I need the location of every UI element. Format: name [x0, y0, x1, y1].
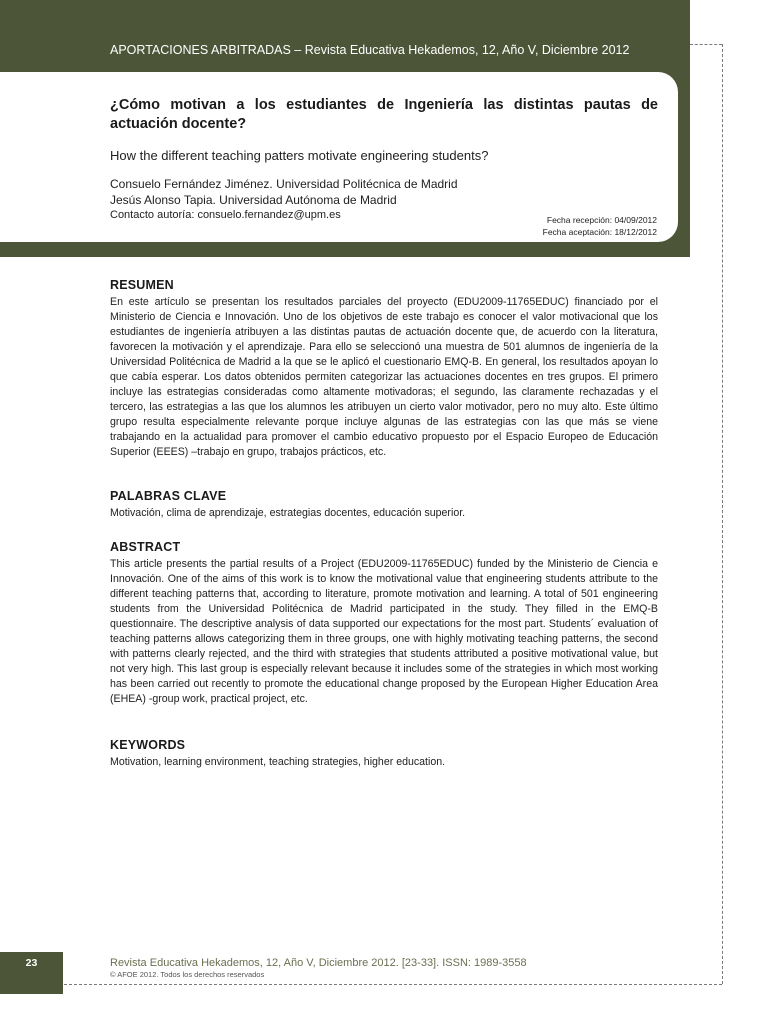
- page-number: 23: [25, 957, 38, 969]
- abstract-text: This article presents the partial results of a Project (EDU2009-11765EDUC) funded by the Ministerio de Ciencia e Innovación. One of the aims of this work is to know the motivational value that engineering students attribute to the different teaching patterns that, according to literature, promote motivation and learning. A total of 501 engineering students from the Universidad Politécnica de Madrid participated in the study. They filled in the EMQ-B questionnaire. The descriptive analysis of data supported our expectations for the most part. Students´ evaluation of teaching patterns allows categorizing them in three groups, one with highly motivating teaching patterns, the second with patterns clearly rejected, and the third with strategies that students attributed a positive motivational value, but not very high. This last group is especially relevant because it includes some of the strategies in which most working has been carried out recently to promote the educational change proposed by the European Higher Education Area (EHEA) -group work, practical project, etc.: [110, 558, 658, 705]
- footer-copyright: © AFOE 2012. Todos los derechos reservados: [110, 970, 265, 979]
- contact-email: Contacto autoría: consuelo.fernandez@upm.es: [110, 209, 341, 221]
- keywords-text: Motivation, learning environment, teaching strategies, higher education.: [110, 756, 446, 768]
- palabras-clave-text: Motivación, clima de aprendizaje, estrategias docentes, educación superior.: [110, 507, 466, 519]
- author-1: Consuelo Fernández Jiménez. Universidad Politécnica de Madrid: [110, 177, 458, 191]
- resumen-text: En este artículo se presentan los resultados parciales del proyecto (EDU2009-11765EDUC) financiado por el Ministerio de Ciencia e Innovación. Uno de los objetivos de este trabajo es conocer el valor motivacional que los estudiantes de ingeniería atribuyen a las distintas pautas de actuación docente que, de acuerdo con la literatura, favorecen la motivación y el aprendizaje. Para ello se seleccionó una muestra de 501 alumnos de ingeniería de la Universidad Politécnica de Madrid a la que se le aplicó el cuestionario EMQ-B. En general, los resultados apoyan lo que cabía esperar. Los datos obtenidos permiten categorizar las actuaciones docentes en tres grupos. El primero incluye las estrategias consideradas como altamente motivadoras; el segundo, las claramente rechazadas y el tercero, las estrategias a las que los alumnos les atribuyen un cierto valor motivador, pero no muy alto. Este último grupo resulta especialmente relevante porque incluye algunas de las estrategias con las que más se viene trabajando en la actualidad para promover el cambio educativo propuesto por el Espacio Europeo de Educación Superior (EEES) –trabajo en grupo, trabajos prácticos, etc.: [110, 296, 658, 458]
- dashed-border-bottom: [64, 984, 722, 985]
- date-accepted: Fecha aceptación: 18/12/2012: [542, 227, 657, 237]
- journal-line: APORTACIONES ARBITRADAS – Revista Educativa Hekademos, 12, Año V, Diciembre 2012: [110, 43, 630, 57]
- article-title: ¿Cómo motivan a los estudiantes de Ingeniería las distintas pautas de actuación docente?: [110, 97, 658, 132]
- palabras-clave-section: [110, 489, 658, 521]
- resumen-section: [110, 278, 658, 460]
- keywords-section: [110, 738, 658, 770]
- dashed-border-right: [722, 44, 723, 984]
- footer-citation: Revista Educativa Hekademos, 12, Año V, Diciembre 2012. [23-33]. ISSN: 1989-3558: [110, 957, 527, 969]
- author-2: Jesús Alonso Tapia. Universidad Autónoma de Madrid: [110, 193, 397, 207]
- date-received: Fecha recepción: 04/09/2012: [546, 215, 657, 225]
- keywords-heading: KEYWORDS: [110, 738, 186, 752]
- dashed-border-top: [690, 44, 722, 45]
- palabras-clave-heading: PALABRAS CLAVE: [110, 489, 227, 503]
- resumen-heading: RESUMEN: [110, 278, 174, 292]
- article-subtitle: How the different teaching patters motivate engineering students?: [110, 148, 489, 163]
- abstract-heading: ABSTRACT: [110, 540, 181, 554]
- abstract-section: [110, 540, 658, 707]
